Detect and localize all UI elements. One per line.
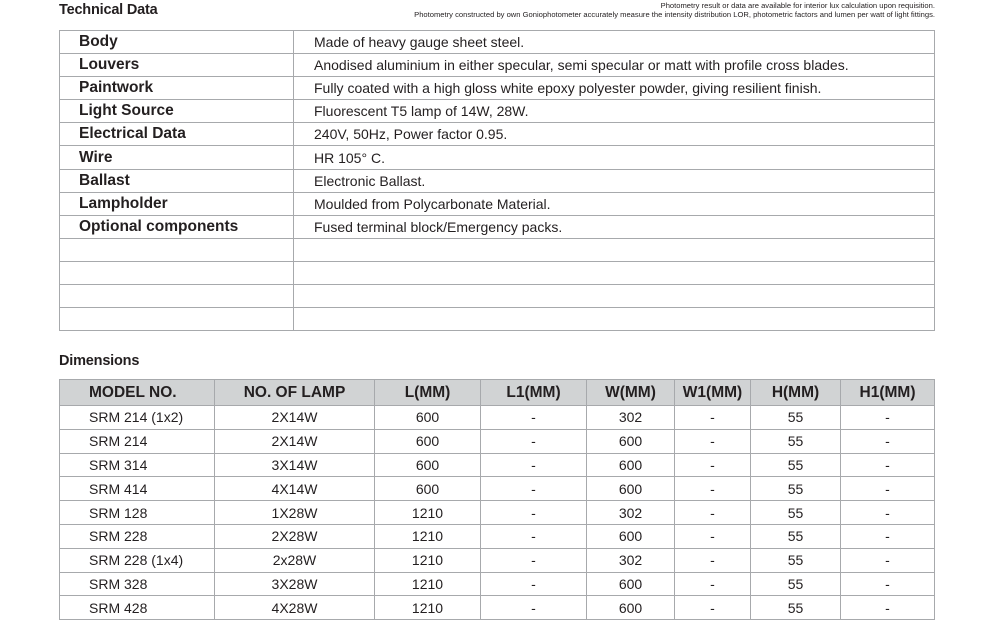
dimensions-row [60,548,935,572]
dimensions-cell: SRM 228 [60,524,215,548]
tech-row [60,100,935,123]
dimensions-cell: 600 [587,429,675,453]
dimensions-cell: 55 [751,501,841,525]
dimensions-cell: - [841,596,935,620]
dimensions-cell: 2X14W [215,429,375,453]
dimensions-cell: - [481,477,587,501]
tech-row [60,238,935,261]
dimensions-cell: 302 [587,406,675,430]
dimensions-column-header: W(MM) [587,380,675,406]
dimensions-cell: - [481,501,587,525]
dimensions-cell: SRM 128 [60,501,215,525]
tech-row-label: Wire [60,146,294,169]
dimensions-cell: SRM 214 [60,429,215,453]
tech-row-label [60,285,294,308]
dimensions-cell: 600 [587,453,675,477]
dimensions-cell: 600 [375,406,481,430]
tech-row-value [294,238,935,261]
dimensions-header-row [60,380,935,406]
tech-row-value: 240V, 50Hz, Power factor 0.95. [294,123,935,146]
dimensions-cell: 1X28W [215,501,375,525]
tech-row-label: Louvers [60,54,294,77]
dimensions-cell: 55 [751,572,841,596]
dimensions-cell: 600 [587,477,675,501]
dimensions-column-header: MODEL NO. [60,380,215,406]
dimensions-cell: 55 [751,477,841,501]
tech-row [60,31,935,54]
dimensions-cell: 55 [751,406,841,430]
dimensions-cell: 55 [751,548,841,572]
dimensions-cell: 600 [587,524,675,548]
dimensions-row [60,501,935,525]
tech-row-value [294,308,935,331]
dimensions-cell: SRM 314 [60,453,215,477]
dimensions-cell: 2X28W [215,524,375,548]
dimensions-cell: - [675,596,751,620]
dimensions-cell: - [481,453,587,477]
dimensions-row [60,477,935,501]
tech-row [60,169,935,192]
dimensions-table [59,379,935,620]
dimensions-cell: - [841,429,935,453]
tech-row-label: Optional components [60,215,294,238]
dimensions-cell: - [675,429,751,453]
dimensions-cell: 2x28W [215,548,375,572]
dimensions-cell: - [841,524,935,548]
dimensions-cell: 1210 [375,572,481,596]
dimensions-cell: - [675,524,751,548]
dimensions-cell: 1210 [375,548,481,572]
tech-row-value: HR 105° C. [294,146,935,169]
dimensions-row [60,453,935,477]
tech-row-value: Fully coated with a high gloss white epoxy polyester powder, giving resilient finish. [294,77,935,100]
dimensions-cell: 302 [587,548,675,572]
dimensions-cell: 55 [751,596,841,620]
dimensions-title: Dimensions [59,353,140,369]
tech-row-value: Moulded from Polycarbonate Material. [294,192,935,215]
dimensions-row [60,429,935,453]
photometry-note-1: Photometry result or data are available for interior lux calculation upon requisition. [660,1,935,10]
tech-row-label: Paintwork [60,77,294,100]
dimensions-cell: - [841,477,935,501]
tech-row [60,308,935,331]
dimensions-row [60,596,935,620]
dimensions-cell: - [675,477,751,501]
dimensions-cell: 600 [375,453,481,477]
tech-row-value [294,261,935,284]
tech-row [60,77,935,100]
tech-row-value: Fused terminal block/Emergency packs. [294,215,935,238]
dimensions-cell: - [675,548,751,572]
tech-row [60,192,935,215]
tech-row [60,123,935,146]
dimensions-cell: SRM 228 (1x4) [60,548,215,572]
tech-row-label [60,308,294,331]
tech-row [60,54,935,77]
dimensions-cell: 4X14W [215,477,375,501]
dimensions-cell: 1210 [375,596,481,620]
tech-row-value: Fluorescent T5 lamp of 14W, 28W. [294,100,935,123]
dimensions-cell: - [675,453,751,477]
dimensions-column-header: L(MM) [375,380,481,406]
tech-row [60,146,935,169]
tech-row-value [294,285,935,308]
dimensions-cell: SRM 214 (1x2) [60,406,215,430]
photometry-note-2: Photometry constructed by own Goniophotometer accurately measure the intensity distribution LOR, photometric factors and lumen per watt of light fittings. [414,10,935,19]
tech-row-label: Light Source [60,100,294,123]
dimensions-row [60,572,935,596]
technical-data-title: Technical Data [59,2,158,18]
tech-row-label [60,261,294,284]
dimensions-cell: - [481,572,587,596]
dimensions-cell: - [841,406,935,430]
dimensions-cell: - [481,524,587,548]
tech-row [60,285,935,308]
dimensions-column-header: NO. OF LAMP [215,380,375,406]
dimensions-cell: - [841,548,935,572]
dimensions-cell: 1210 [375,524,481,548]
dimensions-cell: 302 [587,501,675,525]
dimensions-cell: 2X14W [215,406,375,430]
tech-row-value: Made of heavy gauge sheet steel. [294,31,935,54]
dimensions-cell: - [841,572,935,596]
dimensions-cell: - [841,501,935,525]
dimensions-cell: SRM 328 [60,572,215,596]
dimensions-cell: - [481,406,587,430]
dimensions-column-header: H(MM) [751,380,841,406]
dimensions-cell: - [675,572,751,596]
dimensions-cell: 600 [375,477,481,501]
dimensions-row [60,406,935,430]
dimensions-column-header: H1(MM) [841,380,935,406]
dimensions-cell: - [675,406,751,430]
dimensions-cell: SRM 428 [60,596,215,620]
dimensions-cell: - [675,501,751,525]
tech-row-label: Body [60,31,294,54]
dimensions-cell: 55 [751,453,841,477]
dimensions-cell: - [481,429,587,453]
dimensions-cell: 55 [751,524,841,548]
tech-row [60,215,935,238]
dimensions-cell: 600 [587,596,675,620]
dimensions-cell: 3X28W [215,572,375,596]
tech-row [60,261,935,284]
tech-row-label: Ballast [60,169,294,192]
tech-row-label: Electrical Data [60,123,294,146]
tech-row-value: Anodised aluminium in either specular, semi specular or matt with profile cross blades. [294,54,935,77]
dimensions-cell: - [481,548,587,572]
technical-data-table [59,30,935,331]
dimensions-cell: 3X14W [215,453,375,477]
dimensions-cell: 4X28W [215,596,375,620]
dimensions-cell: SRM 414 [60,477,215,501]
tech-row-label: Lampholder [60,192,294,215]
dimensions-cell: 1210 [375,501,481,525]
dimensions-cell: 55 [751,429,841,453]
dimensions-cell: - [481,596,587,620]
dimensions-column-header: W1(MM) [675,380,751,406]
tech-row-value: Electronic Ballast. [294,169,935,192]
tech-row-label [60,238,294,261]
dimensions-cell: 600 [375,429,481,453]
dimensions-cell: 600 [587,572,675,596]
dimensions-cell: - [841,453,935,477]
dimensions-column-header: L1(MM) [481,380,587,406]
dimensions-row [60,524,935,548]
